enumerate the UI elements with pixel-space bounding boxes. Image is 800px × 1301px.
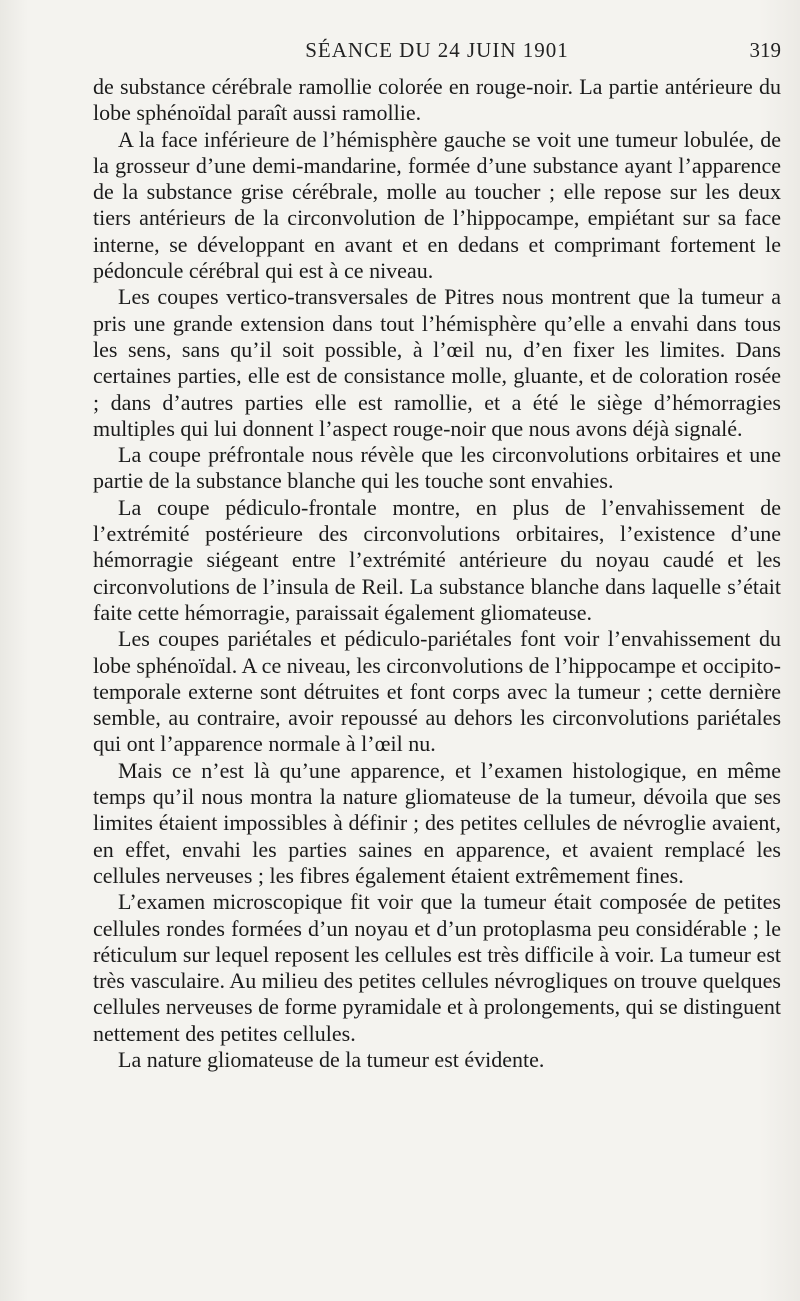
paragraph-5: La coupe pédiculo-frontale montre, en plus de l’envahissement de l’extrémité postérieure des circonvolutions orbitaires, l’existence d’une hémorragie siégeant entre l’extrémité antérieure du noyau caudé et les circonvolutions de l’insula de Reil. La substance blanche dans laquelle s’était faite cette hémorragie, paraissait également gliomateuse. — [93, 494, 781, 625]
running-head: SÉANCE DU 24 JUIN 1901 — [305, 38, 569, 62]
paragraph-6: Les coupes pariétales et pédiculo-pariétales font voir l’envahissement du lobe sphénoïdal. A ce niveau, les circonvolutions de l’hippocampe et occipito-temporale externe sont détruites et font corps avec la tumeur ; cette dernière semble, au contraire, avoir repoussé au dehors les circonvolutions pariétales qui ont l’apparence normale à l’œil nu. — [93, 626, 781, 757]
paragraph-1: de substance cérébrale ramollie colorée en rouge-noir. La partie antérieure du lobe sphénoïdal paraît aussi ramollie. — [93, 74, 781, 126]
paragraph-9: La nature gliomateuse de la tumeur est évidente. — [118, 1046, 545, 1072]
page-number: 319 — [749, 38, 781, 62]
paragraph-2: A la face inférieure de l’hémisphère gauche se voit une tumeur lobulée, de la grosseur d’une demi-mandarine, formée d’une substance ayant l’apparence de la substance grise cérébrale, molle au toucher ; elle repose sur les deux tiers antérieurs de la circonvolution de l’hippocampe, empiétant sur sa face interne, se développant en avant et en dedans et comprimant fortement le pédoncule cérébral qui est à ce niveau. — [93, 126, 781, 284]
paragraph-7: Mais ce n’est là qu’une apparence, et l’examen histologique, en même temps qu’il nous montra la nature gliomateuse de la tumeur, dévoila que ses limites étaient impossibles à définir ; des petites cellules de névroglie avaient, en effet, envahi les parties saines en apparence, et avaient remplacé les cellules nerveuses ; les fibres également étaient extrêmement fines. — [93, 757, 781, 888]
paragraph-4: La coupe préfrontale nous révèle que les circonvolutions orbitaires et une partie de la substance blanche qui les touche sont envahies. — [93, 442, 781, 494]
body-text — [93, 74, 781, 1073]
paragraph-3: Les coupes vertico-transversales de Pitres nous montrent que la tumeur a pris une grande extension dans tout l’hémisphère qu’elle a envahi dans tous les sens, sans qu’il soit possible, à l’œil nu, d’en fixer les limites. Dans certaines parties, elle est de consistance molle, gluante, et de coloration rosée ; dans d’autres parties elle est ramollie, et a été le siège d’hémorragies multiples qui lui donnent l’aspect rouge-noir que nous avons déjà signalé. — [93, 284, 781, 441]
paragraph-8: L’examen microscopique fit voir que la tumeur était composée de petites cellules rondes formées d’un noyau et d’un protoplasma peu considérable ; le réticulum sur lequel reposent les cellules est très difficile à voir. La tumeur est très vasculaire. Au milieu des petites cellules névrogliques on trouve quelques cellules nerveuses de forme pyramidale et à prolongements, qui se distinguent nettement des petites cellules. — [93, 889, 781, 1046]
page-header — [93, 38, 781, 70]
